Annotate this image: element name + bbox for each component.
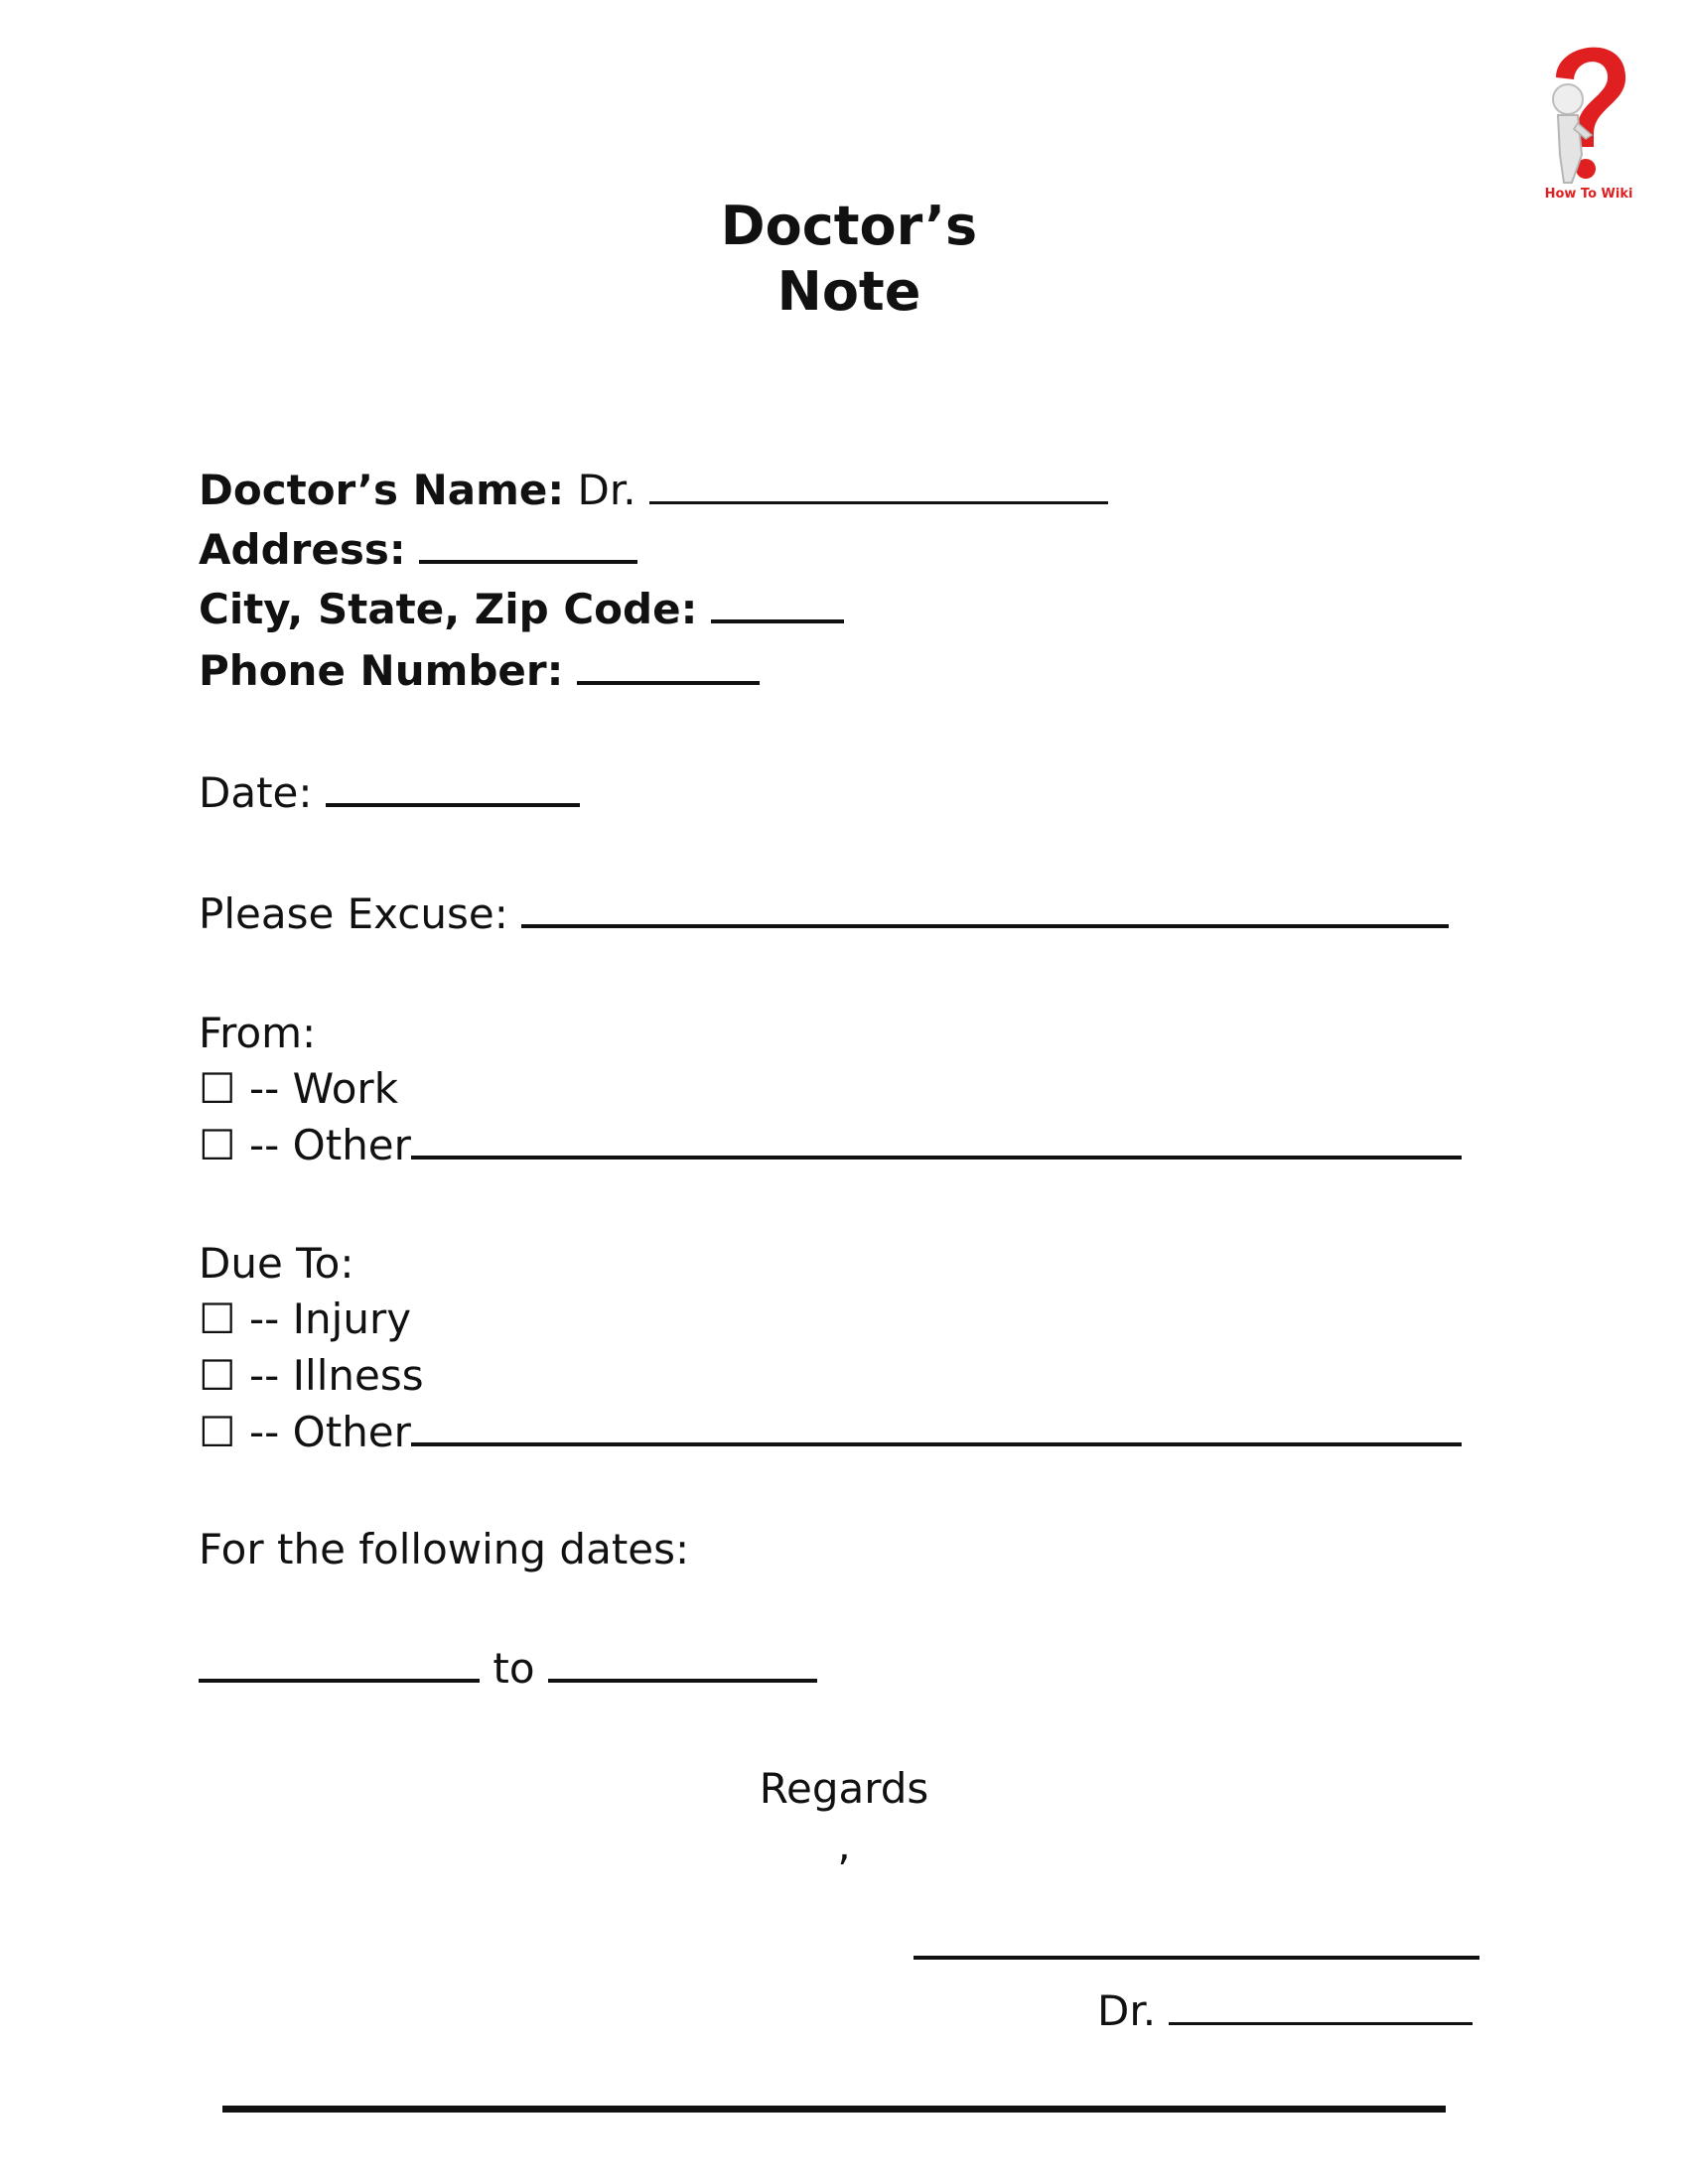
title-line-1: Doctor’s xyxy=(720,195,978,257)
doctor-prefix: Dr. xyxy=(577,466,636,514)
question-mark-figure-icon xyxy=(1534,28,1643,187)
city-state-zip-blank[interactable] xyxy=(711,618,844,623)
due-option-injury[interactable]: ☐ -- Injury xyxy=(199,1295,412,1343)
due-to-label: Due To: xyxy=(199,1239,354,1288)
date-row xyxy=(199,767,580,819)
date-blank[interactable] xyxy=(326,802,580,807)
how-to-wiki-logo xyxy=(1534,28,1643,211)
date-range-row xyxy=(199,1643,817,1695)
address-label: Address: xyxy=(199,525,406,574)
from-label: From: xyxy=(199,1009,317,1057)
signature-line[interactable] xyxy=(914,1956,1479,1960)
please-excuse-blank[interactable] xyxy=(521,923,1449,928)
end-date-blank[interactable] xyxy=(548,1678,817,1683)
following-dates-label: For the following dates: xyxy=(199,1525,690,1573)
signature-prefix: Dr. xyxy=(1097,1986,1157,2035)
address-row xyxy=(199,524,637,576)
due-option-illness[interactable]: ☐ -- Illness xyxy=(199,1351,424,1400)
title-line-2: Note xyxy=(776,260,921,323)
from-option-work[interactable]: ☐ -- Work xyxy=(199,1064,399,1113)
phone-row xyxy=(199,645,760,697)
city-row xyxy=(199,584,844,635)
from-option-other-row xyxy=(199,1120,1462,1171)
please-excuse-label: Please Excuse: xyxy=(199,889,508,938)
phone-number-label: Phone Number: xyxy=(199,646,564,695)
doctor-name-row xyxy=(199,465,1108,516)
address-blank[interactable] xyxy=(419,559,637,564)
city-state-zip-label: City, State, Zip Code: xyxy=(199,585,698,633)
from-other-blank[interactable] xyxy=(411,1155,1462,1160)
regards-line-2: , xyxy=(837,1821,851,1869)
logo-text: How To Wiki xyxy=(1544,187,1633,202)
start-date-blank[interactable] xyxy=(199,1678,480,1683)
due-option-other-row xyxy=(199,1407,1462,1458)
page-title xyxy=(645,194,1053,325)
footer-divider xyxy=(222,2106,1446,2113)
excuse-row xyxy=(199,888,1449,940)
regards-line-1: Regards xyxy=(759,1764,929,1813)
doctor-name-blank[interactable] xyxy=(649,500,1108,504)
phone-number-blank[interactable] xyxy=(577,680,760,685)
to-word: to xyxy=(492,1644,535,1693)
date-label: Date: xyxy=(199,768,313,817)
due-option-other[interactable]: ☐ -- Other xyxy=(199,1408,411,1456)
from-option-other[interactable]: ☐ -- Other xyxy=(199,1121,411,1169)
signature-name-row xyxy=(1097,1985,1473,2037)
due-other-blank[interactable] xyxy=(411,1441,1462,1446)
signature-name-blank[interactable] xyxy=(1169,2021,1473,2025)
doctor-name-label: Doctor’s Name: xyxy=(199,466,565,514)
